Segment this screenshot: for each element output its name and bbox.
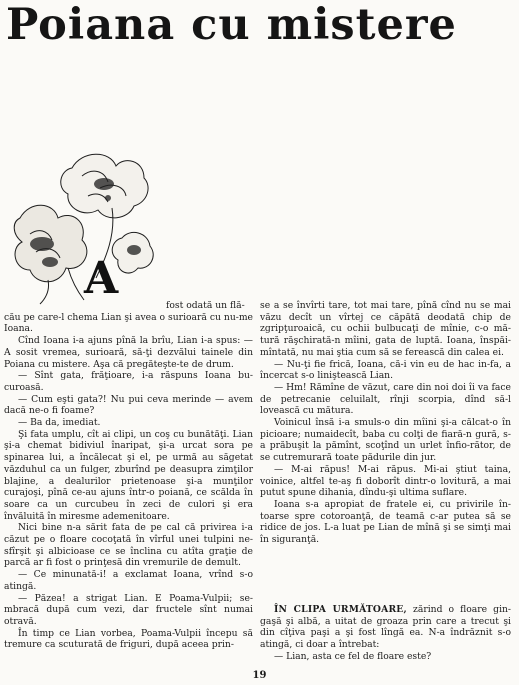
right-column <box>260 300 511 546</box>
paragraph: se a se învîrti tare, tot mai tare, pînă cînd nu se mai văzu decît un vîrtej ce căpătă deodată chip de zgripţuroaică, cu ochii bulbucaţi de mînie, c-o mă-tură răşchirată-n mîini, gata de luptă. Ioana, înspăi-mîntată, nu mai ştia cum să se ferească din calea ei. <box>260 300 511 358</box>
page-title: Poiana cu mistere <box>6 0 457 50</box>
paragraph: zărind o floare gin-gaşă şi albă, a uitat de groaza prin care a trecut şi din cîţiva paşi a şi fost lîngă ea. N-a îndrăznit s-o atingă, ci doar a întrebat: <box>260 604 512 651</box>
drop-cap-letter: A <box>84 253 119 304</box>
paragraph: — Nu-ţi fie frică, Ioana, că-i vin eu de hac in-fa, a încercat s-o liniştească Lian. <box>260 358 511 382</box>
paragraph: În timp ce Lian vorbea, Poama-Vulpii începu să tremure ca scuturată de friguri, după aceea prin- <box>4 627 253 651</box>
paragraph: — M-ai răpus! M-ai răpus. Mi-ai ştiut taina, voinice, altfel te-aş fi doborît dintr-o lovitură, a mai putut spune dihania, dîndu-şi ultima suflare. <box>260 463 511 499</box>
paragraph: Voinicul însă i-a smuls-o din mîini şi-a călcat-o în picioare; numaidecît, baba cu colţi de fiară-n gură, s-a prăbuşit la pămînt, scoţînd un urlet înfio-rător, de se cutremurară toate pădurile din jur. <box>260 417 511 464</box>
paragraph: — Păzea! a strigat Lian. E Poama-Vulpii; se-mbracă după cum vezi, dar fructele sînt numai otravă. <box>4 592 253 627</box>
paragraph: Şi fata umplu, cît ai clipi, un coş cu bunătăţi. Lian şi-a chemat bidiviul înaripat, şi-a urcat sora pe spinarea lui, a încălecat şi el, pe urmă au săgetat văzduhul ca un fulger, zburînd pe deasupra zimţilor blajine, a dealurilor prietenoase şi-a munţilor curajoşi, pînă ce-au ajuns într-o poiană, ce scălda în soare ca un curcubeu în zeci de culori şi era învăluită în miresme ademenitoare. <box>4 428 253 522</box>
right-column-section <box>260 604 511 663</box>
paragraph: cău pe care-l chema Lian şi avea o surioară cu nu-me Ioana. <box>4 311 253 335</box>
paragraph: Cînd Ioana i-a ajuns pînă la brîu, Lian i-a spus: — A sosit vremea, surioară, să-ţi dezvălui tainele din Poiana cu mistere. Aşa că pregăteşte-te de drum. <box>4 335 253 370</box>
section-lead: ÎN CLIPA URMĂTOARE, <box>274 604 407 615</box>
paragraph: Ioana s-a apropiat de fratele ei, cu privirile în-toarse spre cotoroanţă, de teamă c-ar putea să se ridice de jos. L-a luat pe Lian de mînă şi se simţi mai în siguranţă. <box>260 498 511 546</box>
paragraph: — Sînt gata, frăţioare, i-a răspuns Ioana bu-curoasă. <box>4 370 253 393</box>
paragraph: Nici bine n-a sărit fata de pe cal că privirea i-a căzut pe o floare cocoţată în vîrful unei tulpini ne-sfîrşit şi albicioase ce se înclina cu atîta graţie de parcă ar fi fost o prinţesă din vremurile de demult. <box>4 522 253 569</box>
first-line: fost odată un flă- <box>166 300 245 311</box>
left-column <box>4 300 253 651</box>
paragraph: — Cum eşti gata?! Nu pui ceva merinde — avem dacă ne-o fi foame? <box>4 393 253 417</box>
paragraph: — Ce minunată-i! a exclamat Ioana, vrînd s-o atingă. <box>4 569 253 592</box>
paragraph: — Ba da, imediat. <box>18 417 101 429</box>
page-number: 19 <box>252 670 267 681</box>
paragraph: — Hm! Rămîne de văzut, care din noi doi îi va face de petrecanie celuilalt, rînji scorpia, dînd să-l lovească cu mătura. <box>260 381 511 417</box>
paragraph: — Lian, asta ce fel de floare este? <box>274 650 432 662</box>
